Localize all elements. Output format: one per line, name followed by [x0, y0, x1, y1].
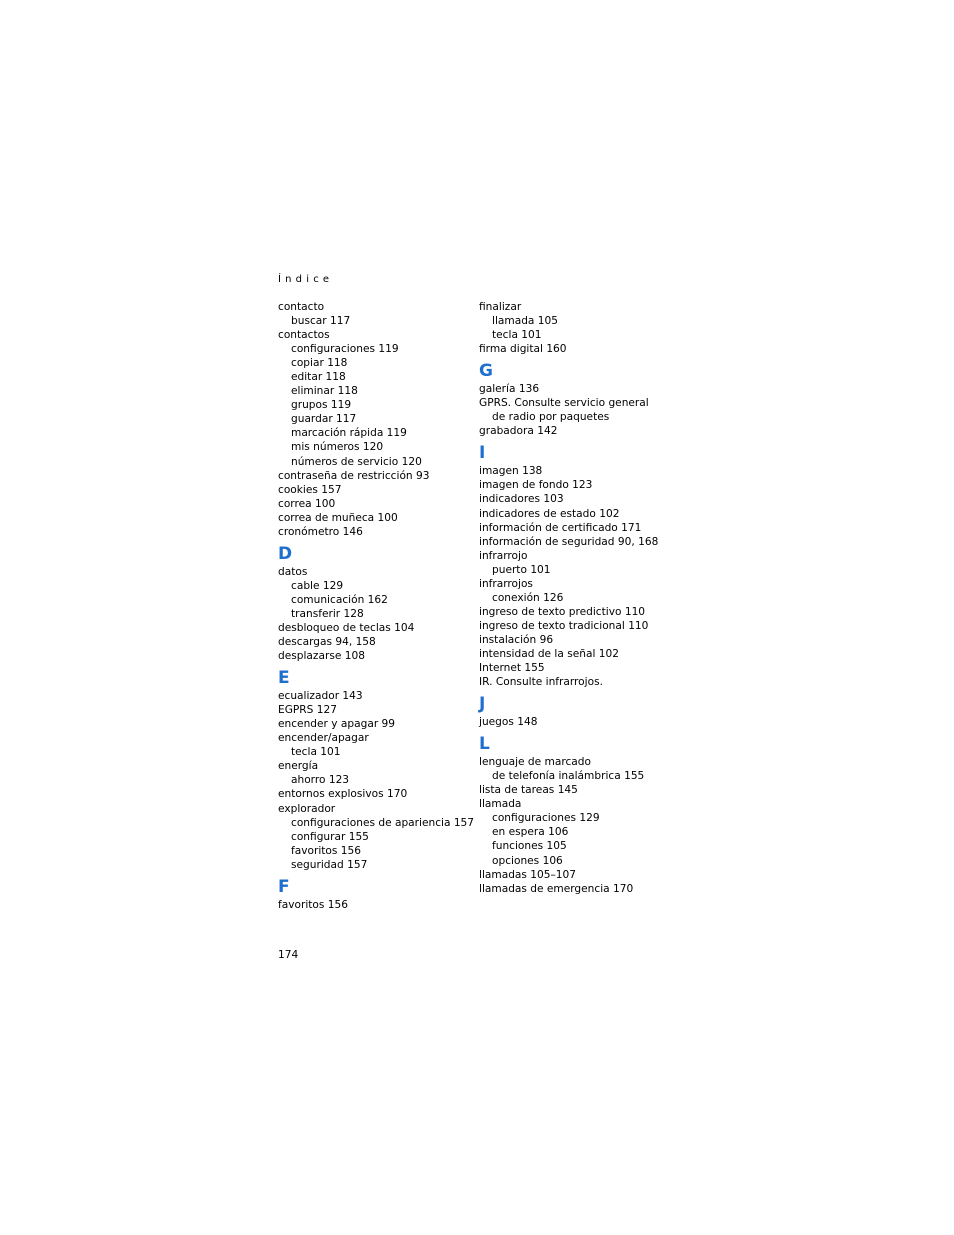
- index-entry: encender/apagar: [278, 732, 369, 745]
- index-entry: imagen de fondo 123: [479, 479, 593, 492]
- index-entry: firma digital 160: [479, 343, 567, 356]
- index-subentry: grupos 119: [291, 399, 352, 412]
- index-entry: juegos 148: [479, 716, 538, 729]
- index-entry: IR. Consulte infrarrojos.: [479, 676, 603, 689]
- index-entry: finalizar: [479, 301, 522, 313]
- section-letter: F: [278, 876, 290, 897]
- index-entry: entornos explosivos 170: [278, 788, 408, 801]
- index-entry: ingreso de texto predictivo 110: [479, 605, 646, 618]
- index-subentry: configurar 155: [291, 830, 369, 843]
- section-letter: G: [479, 361, 493, 382]
- index-subentry: marcación rápida 119: [291, 427, 407, 440]
- index-entry: información de seguridad 90, 168: [479, 535, 659, 548]
- index-entry: llamada: [479, 798, 522, 811]
- index-subentry: ahorro 123: [291, 774, 350, 787]
- index-entry: imagen 138: [479, 465, 543, 478]
- index-subentry: puerto 101: [492, 563, 551, 576]
- running-head: Índice: [278, 274, 334, 285]
- index-subentry: tecla 101: [492, 329, 542, 342]
- section-letter: L: [479, 734, 490, 755]
- index-entry: correa 100: [278, 497, 336, 510]
- index-subentry: mis números 120: [291, 441, 384, 454]
- index-subentry: configuraciones 129: [492, 812, 600, 825]
- index-subentry: buscar 117: [291, 315, 351, 328]
- index-entry: EGPRS 127: [278, 704, 337, 717]
- index-entry: cookies 157: [278, 483, 342, 496]
- index-subentry: en espera 106: [492, 826, 569, 839]
- index-subentry: transferir 128: [291, 607, 364, 620]
- index-subentry: llamada 105: [492, 315, 558, 328]
- index-subentry: opciones 106: [492, 854, 563, 867]
- section-letter: J: [479, 694, 486, 715]
- index-entry: indicadores 103: [479, 493, 564, 506]
- index-entry: encender y apagar 99: [278, 718, 396, 731]
- index-subentry: editar 118: [291, 371, 346, 384]
- index-subentry: cable 129: [291, 579, 344, 592]
- index-entry: lenguaje de marcado: [479, 756, 591, 769]
- index-entry: llamadas 105–107: [479, 868, 577, 881]
- index-entry: infrarrojos: [479, 577, 533, 590]
- index-subentry: favoritos 156: [291, 844, 362, 857]
- section-letter: I: [479, 443, 486, 464]
- index-subentry: copiar 118: [291, 357, 348, 370]
- index-subentry: seguridad 157: [291, 858, 368, 871]
- index-entry: desbloqueo de teclas 104: [278, 621, 415, 634]
- index-subentry: guardar 117: [291, 413, 357, 426]
- index-entry: GPRS. Consulte servicio general: [479, 397, 649, 410]
- index-entry: correa de muñeca 100: [278, 511, 398, 524]
- index-entry: contactos: [278, 329, 330, 342]
- index-entry: indicadores de estado 102: [479, 507, 620, 520]
- index-entry: Internet 155: [479, 662, 545, 675]
- index-entry: desplazarse 108: [278, 650, 365, 663]
- index-column-right: [479, 300, 674, 896]
- index-entry: descargas 94, 158: [278, 636, 376, 649]
- index-entry: favoritos 156: [278, 898, 349, 911]
- index-subentry: configuraciones de apariencia 157: [291, 816, 475, 829]
- index-entry: contacto: [278, 301, 325, 313]
- index-subentry: comunicación 162: [291, 593, 388, 606]
- page-number: 174: [278, 949, 299, 961]
- index-entry: energía: [278, 760, 319, 773]
- index-entry: ingreso de texto tradicional 110: [479, 619, 649, 632]
- index-entry: galería 136: [479, 383, 540, 396]
- index-entry: datos: [278, 565, 308, 578]
- index-subentry: funciones 105: [492, 840, 567, 853]
- index-subentry: de telefonía inalámbrica 155: [492, 770, 645, 783]
- index-subentry: números de servicio 120: [291, 455, 422, 468]
- index-entry: explorador: [278, 802, 336, 815]
- index-entry: intensidad de la señal 102: [479, 647, 619, 660]
- index-subentry: eliminar 118: [291, 385, 358, 398]
- index-entry: infrarrojo: [479, 549, 528, 562]
- index-entry: lista de tareas 145: [479, 784, 578, 797]
- index-entry: información de certificado 171: [479, 521, 642, 534]
- index-column-left: [278, 300, 473, 912]
- index-entry: instalación 96: [479, 633, 554, 646]
- index-subentry: conexión 126: [492, 591, 564, 604]
- index-entry: grabadora 142: [479, 425, 558, 438]
- index-entry: cronómetro 146: [278, 525, 363, 538]
- section-letter: E: [278, 668, 290, 689]
- index-subentry: tecla 101: [291, 746, 341, 759]
- index-subentry: de radio por paquetes: [492, 411, 610, 424]
- index-entry: llamadas de emergencia 170: [479, 882, 634, 895]
- index-entry: ecualizador 143: [278, 690, 363, 703]
- index-entry: contraseña de restricción 93: [278, 469, 430, 482]
- section-letter: D: [278, 543, 293, 564]
- index-subentry: configuraciones 119: [291, 343, 399, 356]
